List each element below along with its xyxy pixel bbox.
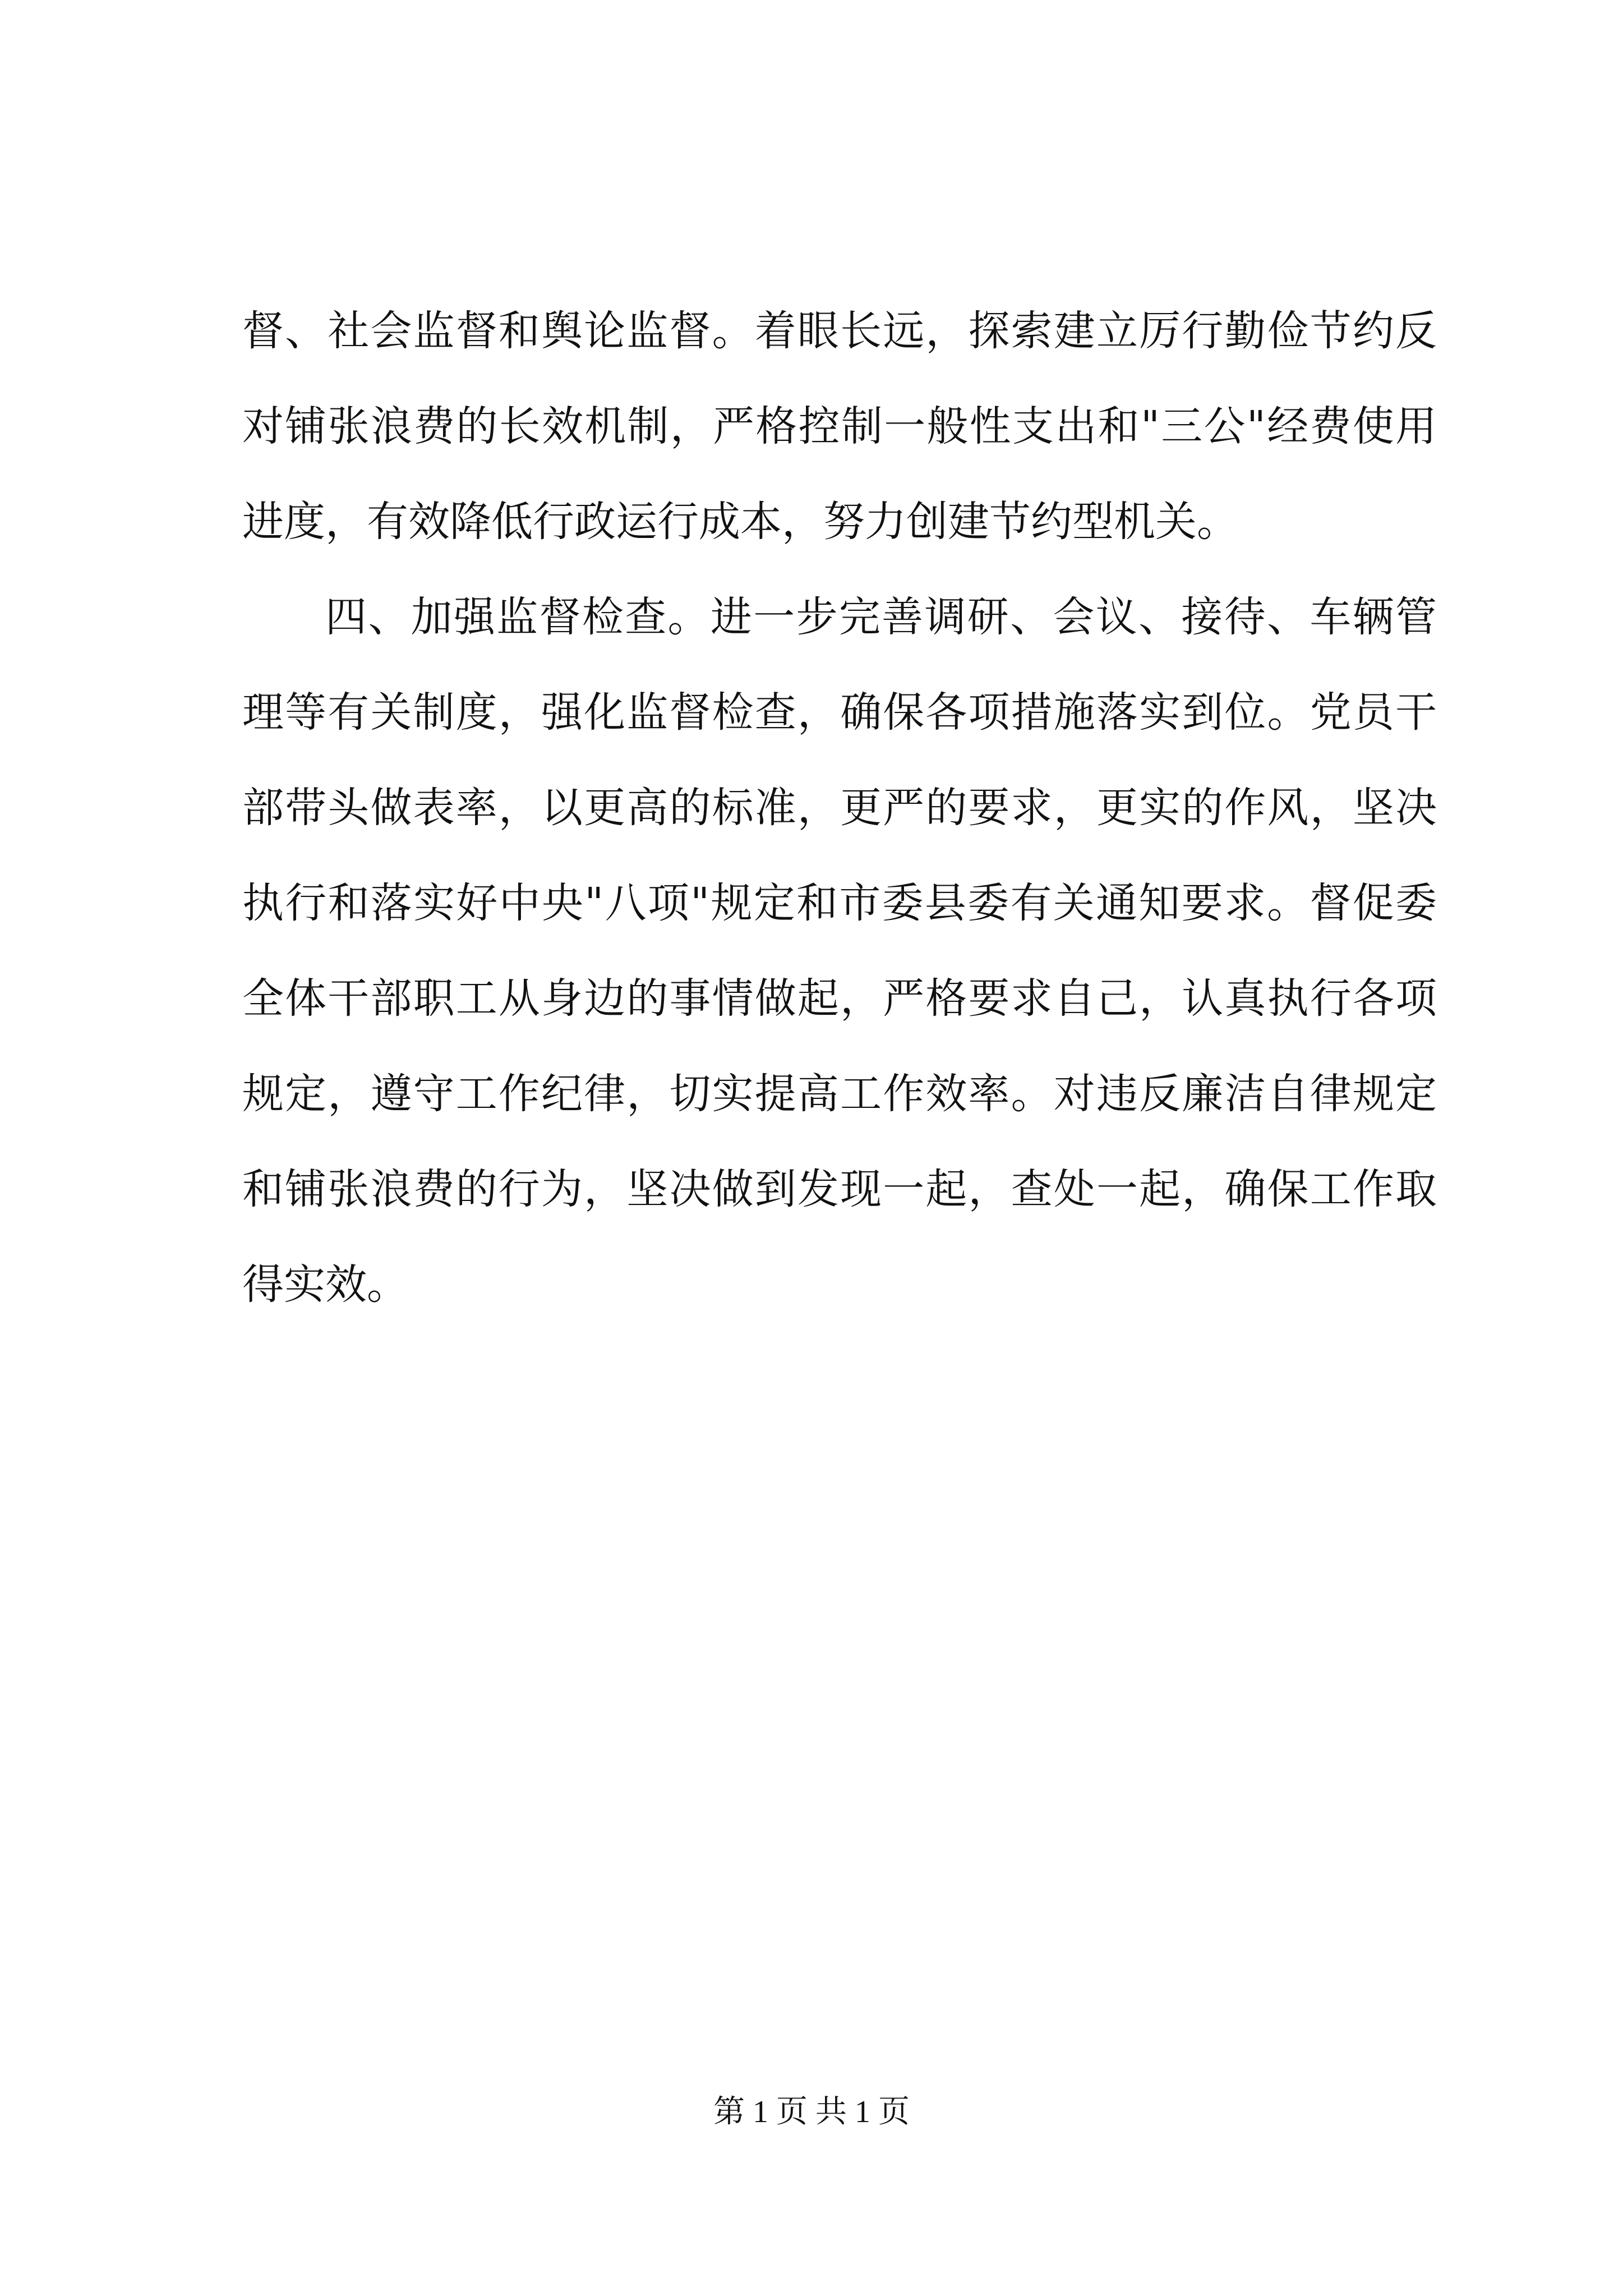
paragraph-line: 四、加强监督检查。进一步完善调研、会议、接待、车辆管 bbox=[325, 593, 1437, 641]
paragraph-line: 执行和落实好中央"八项"规定和市委县委有关通知要求。督促委 bbox=[242, 879, 1437, 927]
paragraph-line: 对铺张浪费的长效机制，严格控制一般性支出和"三公"经费使用 bbox=[242, 402, 1437, 450]
paragraph-line: 进度，有效降低行政运行成本，努力创建节约型机关。 bbox=[242, 498, 1238, 546]
paragraph-line: 得实效。 bbox=[242, 1260, 408, 1309]
paragraph-1 bbox=[242, 283, 1437, 569]
paragraph-line: 督、社会监督和舆论监督。着眼长远，探索建立厉行勤俭节约反 bbox=[242, 307, 1437, 355]
page-number-footer: 第 1 页 共 1 页 bbox=[713, 2095, 910, 2129]
paragraph-line: 理等有关制度，强化监督检查，确保各项措施落实到位。党员干 bbox=[242, 688, 1437, 737]
document-body bbox=[242, 283, 1437, 1332]
paragraph-2 bbox=[242, 569, 1437, 1332]
paragraph-line: 规定，遵守工作纪律，切实提高工作效率。对违反廉洁自律规定 bbox=[242, 1070, 1437, 1118]
paragraph-line: 部带头做表率，以更高的标准，更严的要求，更实的作风，坚决 bbox=[242, 784, 1437, 832]
paragraph-line: 和铺张浪费的行为，坚决做到发现一起，查处一起，确保工作取 bbox=[242, 1165, 1437, 1213]
paragraph-line: 全体干部职工从身边的事情做起，严格要求自己，认真执行各项 bbox=[242, 974, 1437, 1023]
